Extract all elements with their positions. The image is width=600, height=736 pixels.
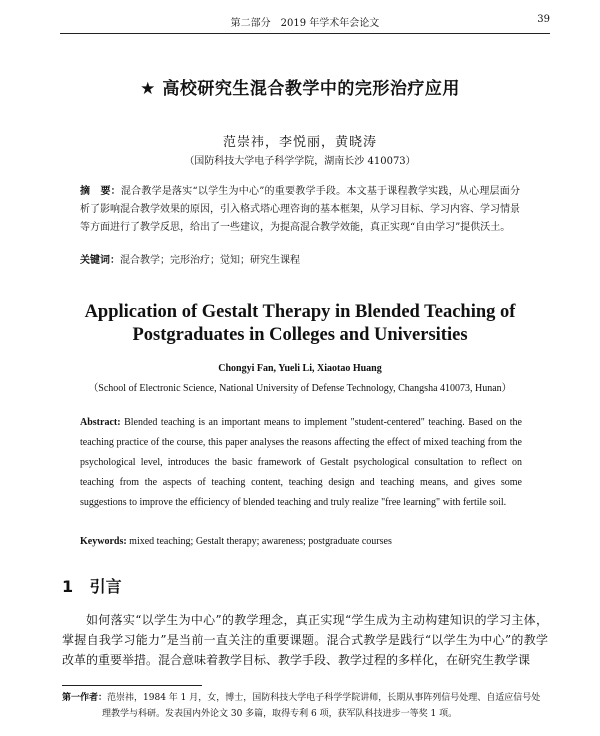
english-title-line-1: Application of Gestalt Therapy in Blended Teaching of bbox=[84, 302, 516, 322]
english-affiliation: （School of Electronic Science, National University of Defense Technology, Changsha 410073, Hunan） bbox=[88, 383, 512, 394]
footnote-divider bbox=[62, 685, 202, 686]
page-number: 39 bbox=[537, 14, 550, 25]
english-keywords-label: Keywords: bbox=[80, 536, 127, 547]
footnote bbox=[62, 690, 548, 722]
english-abstract-text: Blended teaching is an important means to implement "student-centered" teaching. Based on the teaching practice of the course, this paper analyses the reasons affecting the effect of mixed teaching from the psychological level, introduces the basic framework of Gestalt psychological consultation to reflect on teaching from the aspects of teaching content, teaching design and teaching means, and gives some suggestions to improve the efficiency of blended teaching and truly realize "free learning" with fertile soil. bbox=[80, 417, 522, 508]
english-title-line-2: Postgraduates in Colleges and Universities bbox=[132, 325, 468, 345]
chinese-keywords bbox=[80, 251, 520, 266]
section-number: 1 bbox=[62, 577, 74, 596]
section-heading bbox=[62, 574, 122, 597]
chinese-keywords-text: 混合教学；完形治疗；觉知；研究生课程 bbox=[120, 255, 300, 266]
header-divider bbox=[60, 33, 550, 34]
chinese-affiliation: （国防科技大学电子科学学院，湖南长沙 410073） bbox=[184, 156, 416, 167]
english-abstract bbox=[80, 413, 522, 513]
english-abstract-label: Abstract: bbox=[80, 417, 121, 428]
chinese-keywords-label: 关键词： bbox=[80, 255, 120, 266]
running-header-title: 第二部分 2019 年学术年会论文 bbox=[230, 18, 380, 29]
chinese-abstract-text: 混合教学是落实“以学生为中心”的重要教学手段。本文基于课程教学实践，从心理层面分析了影响混合教学效果的原因，引入格式塔心理咨询的基本框架，从学习目标、学习内容、学习情景等方面进行了教学反思，给出了一些建议，为提高混合教学效能，真正实现“自由学习”提供沃土。 bbox=[80, 186, 521, 233]
chinese-authors: 范崇祎，李悦丽，黄晓涛 bbox=[222, 135, 377, 150]
chinese-abstract bbox=[80, 183, 520, 237]
chinese-abstract-label: 摘 要： bbox=[80, 186, 121, 197]
english-keywords bbox=[80, 536, 522, 547]
section-title: 引言 bbox=[89, 577, 122, 596]
footnote-label: 第一作者： bbox=[62, 693, 108, 703]
footnote-text: 范崇祎，1984 年 1 月，女，博士，国防科技大学电子科学学院讲师，长期从事阵列信号处理、自适应信号处理教学与科研。发表国内外论文 30 多篇，取得专利 6 项，获军队科技进步一等奖 1 项。 bbox=[102, 693, 541, 719]
english-authors: Chongyi Fan, Yueli Li, Xiaotao Huang bbox=[218, 363, 382, 374]
english-keywords-text: mixed teaching; Gestalt therapy; awareness; postgraduate courses bbox=[126, 536, 392, 547]
running-header bbox=[60, 14, 550, 30]
english-title bbox=[60, 301, 540, 347]
body-paragraph: 如何落实“以学生为中心”的教学理念，真正实现“学生成为主动构建知识的学习主体，掌握自我学习能力”是当前一直关注的重要课题。混合式教学是践行“以学生为中心”的教学改革的重要举措。混合意味着教学目标、教学手段、教学过程的多样化，在研究生教学课 bbox=[62, 613, 548, 667]
chinese-title: ★ 高校研究生混合教学中的完形治疗应用 bbox=[140, 79, 460, 99]
